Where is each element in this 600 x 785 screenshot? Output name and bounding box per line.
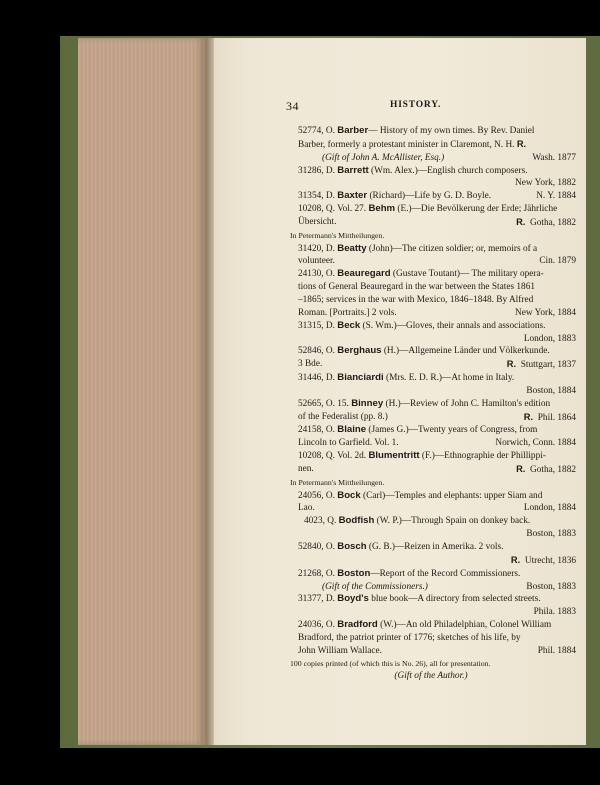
catalog-entry: 31354, D. Baxter (Richard)—Life by G. D. Boyle. N. Y. 1884 xyxy=(298,190,576,202)
gift-note: (Gift of John A. McAllister, Esq.) xyxy=(322,152,445,163)
catalog-entry: 52665, O. 15. Binney (H.)—Review of John C. Hamilton's edition of the Federalist (pp. 8.) R. Phil. 1864 xyxy=(298,397,576,423)
reference-mark: R. xyxy=(523,411,534,422)
imprint: Wash. 1877 xyxy=(532,152,576,163)
catalog-entry: 52846, O. Berghaus (H.)—Allgemeine Länder und Völkerkunde. 3 Bde. R. Stuttgart, 1837 xyxy=(298,345,576,371)
author-name: Berghaus xyxy=(337,345,382,357)
imprint: Boston, 1884 xyxy=(526,385,576,396)
catalog-entry: 24130, O. Beauregard (Gustave Toutant)— The military opera- tions of General Beauregard in the war between the States 1861 –1865; services in the war with Mexico, 1846–1848. By Alfred Roman. [Portraits.] 2 vols. New York, 1884 xyxy=(298,268,576,318)
reference-mark: R. xyxy=(506,359,517,370)
catalog-entry: 31286, D. Barrett (Wm. Alex.)—English church composers. New York, 1882 xyxy=(286,165,576,191)
page-title: HISTORY. xyxy=(390,100,442,110)
imprint: Phil. 1884 xyxy=(537,645,576,656)
catalog-entry: 24158, O. Blaine (James G.)—Twenty years of Congress, from Lincoln to Garfield. Vol. 1. Norwich, Conn. 1884 xyxy=(298,424,576,449)
imprint: London, 1884 xyxy=(523,503,576,514)
imprint: Boston, 1883 xyxy=(526,529,576,540)
author-name: Bosch xyxy=(337,541,367,552)
imprint: New York, 1882 xyxy=(515,178,576,189)
series-note: In Petermann's Mittheilungen. xyxy=(290,230,385,240)
author-name: Baxter xyxy=(337,190,368,202)
author-name: Bianciardi xyxy=(337,372,384,384)
catalog-entry: 10208, Q. Vol. 2d. Blumentritt (F.)—Ethnographie der Phillippi- nen. R. Gotha, 1882 In Petermann's Mittheilungen. xyxy=(286,450,576,490)
catalog-entry: 31315, D. Beck (S. Wm.)—Gloves, their annals and associations. London, 1883 xyxy=(286,320,576,346)
reference-mark: R. xyxy=(516,216,526,227)
imprint: Gotha, 1882 xyxy=(530,217,576,228)
imprint: Cin. 1879 xyxy=(539,256,576,267)
gift-note: (Gift of the Author.) xyxy=(394,671,468,682)
imprint: Boston, 1883 xyxy=(526,581,576,592)
gift-note: (Gift of the Commissioners.) xyxy=(322,581,428,592)
author-name: Barber xyxy=(337,125,369,136)
catalog-entry: 4023, Q. Bodfish (W. P.)—Through Spain on donkey back. Boston, 1883 xyxy=(286,515,576,541)
author-name: Blaine xyxy=(337,424,367,436)
author-name: Bodfish xyxy=(338,515,375,527)
author-name: Beauregard xyxy=(337,268,391,280)
catalog-entry: 31377, D. Boyd's blue book—A directory from selected streets. Phila. 1883 xyxy=(286,593,576,619)
page-number: 34 xyxy=(286,99,299,113)
series-note: In Petermann's Mittheilungen. xyxy=(290,477,385,487)
author-name: Barrett xyxy=(337,164,369,176)
reference-mark: R. xyxy=(516,138,527,149)
imprint: Norwich, Conn. 1884 xyxy=(495,438,576,449)
catalog-entry: 31420, D. Beatty (John)—The citizen soldier; or, memoirs of a volunteer. Cin. 1879 xyxy=(298,242,576,267)
imprint: Phila. 1883 xyxy=(533,607,576,618)
imprint: Phil. 1864 xyxy=(537,412,576,423)
author-name: Behm xyxy=(368,203,396,215)
page-edges xyxy=(78,38,206,745)
catalog-entry: 24036, O. Bradford (W.)—An old Philadelphian, Colonel William Bradford, the patriot printer of 1776; sketches of his life, by John William Wallace. Phil. 1884 100 copies printed (of which this is No. 26), all for presentation. (Gift of the Author.) xyxy=(286,619,576,683)
author-name: Beck xyxy=(337,319,361,331)
imprint: Utrecht, 1836 xyxy=(524,555,576,566)
reference-mark: R. xyxy=(510,554,521,565)
author-name: Boston xyxy=(337,567,371,579)
edition-note: 100 copies printed (of which this is No. 26), all for presentation. xyxy=(290,658,491,668)
author-name: Beatty xyxy=(337,242,367,254)
author-name: Binney xyxy=(351,397,384,409)
catalog-entry: 52840, O. Bosch (G. B.)—Reizen in Amerika. 2 vols. R. Utrecht, 1836 xyxy=(298,541,576,566)
author-name: Bradford xyxy=(337,619,378,631)
imprint: N. Y. 1884 xyxy=(536,191,576,202)
imprint: Stuttgart, 1837 xyxy=(520,360,576,371)
catalog-entry: 10208, Q. Vol. 27. Behm (E.)—Die Bevölkerung der Erde; Jährliche Übersicht. R. Gotha, 1882 In Petermann's Mittheilungen. xyxy=(286,203,576,243)
imprint: New York, 1884 xyxy=(515,307,576,318)
book-page xyxy=(214,38,586,745)
imprint: London, 1883 xyxy=(523,333,576,344)
catalog-entry: 52774, O. Barber— History of my own times. By Rev. Daniel Barber, formerly a protestant minister in Claremont, N. H. R. (Gift of John A. McAllister, Esq.) Wash. 1877 xyxy=(298,125,576,163)
author-name: Boyd's xyxy=(337,593,369,605)
catalog-entries xyxy=(286,125,576,683)
catalog-entry: 31446, D. Bianciardi (Mrs. E. D. R.)—At home in Italy. Boston, 1884 xyxy=(286,372,576,398)
reference-mark: R. xyxy=(516,463,526,474)
catalog-entry: 21268, O. Boston—Report of the Record Commissioners. (Gift of the Commissioners.) Boston, 1883 xyxy=(298,567,576,592)
author-name: Blumentritt xyxy=(368,450,420,462)
imprint: Gotha, 1882 xyxy=(530,464,576,475)
author-name: Bock xyxy=(337,489,361,501)
catalog-entry: 24056, O. Bock (Carl)—Temples and elephants: upper Siam and Lao. London, 1884 xyxy=(298,489,576,514)
